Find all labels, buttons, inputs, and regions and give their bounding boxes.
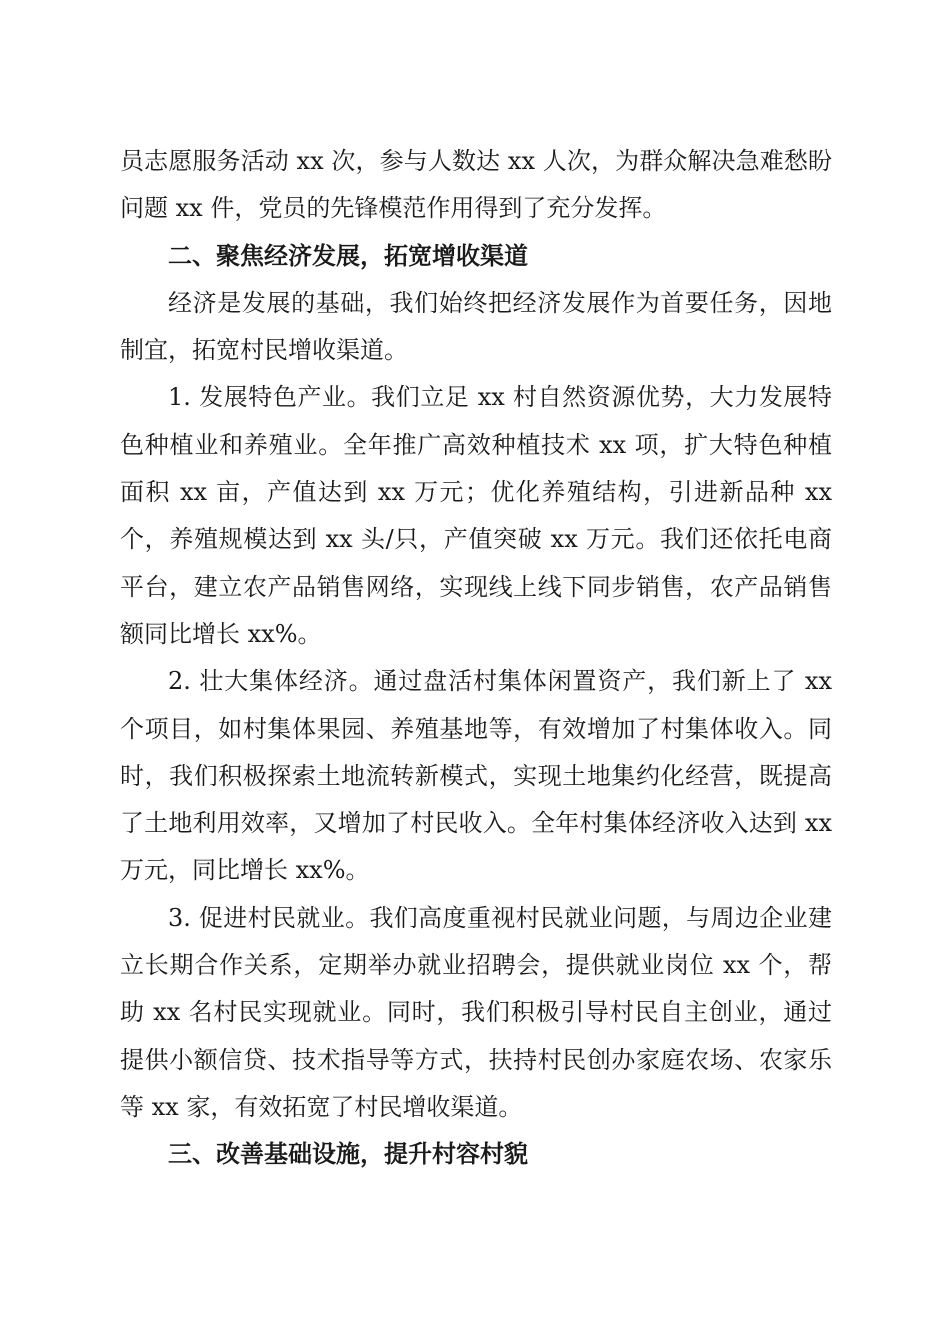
section-heading-economy: 二、聚焦经济发展，拓宽增收渠道: [168, 241, 528, 270]
paragraph-economy-intro: 经济是发展的基础，我们始终把经济发展作为首要任务，因地制宜，拓宽村民增收渠道。: [120, 288, 832, 365]
paragraph-specialty-industry: 1. 发展特色产业。我们立足 xx 村自然资源优势，大力发展特色种植业和养殖业。全年推广高效种植技术 xx 项，扩大特色种植面积 xx 亩，产值达到 xx 万元；优化养殖结构，引进新品种 xx 个，养殖规模达到 xx 头/只，产值突破 xx 万元。我们还依托电商平台，建立农产品销售网络，实现线上线下同步销售，农产品销售额同比增长 xx%。: [120, 383, 832, 648]
paragraph-collective-economy: 2. 壮大集体经济。通过盘活村集体闲置资产，我们新上了 xx 个项目，如村集体果园、养殖基地等，有效增加了村集体收入。同时，我们积极探索土地流转新模式，实现土地集约化经营，既提高了土地利用效率，又增加了村民收入。全年村集体经济收入达到 xx 万元，同比增长 xx%。: [120, 667, 832, 885]
document-body: [120, 138, 832, 1179]
paragraph-villager-employment: 3. 促进村民就业。我们高度重视村民就业问题，与周边企业建立长期合作关系，定期举办就业招聘会，提供就业岗位 xx 个，帮助 xx 名村民实现就业。同时，我们积极引导村民自主创业，通过提供小额信贷、技术指导等方式，扶持村民创办家庭农场、农家乐等 xx 家，有效拓宽了村民增收渠道。: [120, 903, 832, 1121]
section-heading-infrastructure: 三、改善基础设施，提升村容村貌: [168, 1140, 528, 1169]
paragraph-party-volunteer-continuation: 员志愿服务活动 xx 次，参与人数达 xx 人次，为群众解决急难愁盼问题 xx 件，党员的先锋模范作用得到了充分发挥。: [120, 147, 832, 223]
